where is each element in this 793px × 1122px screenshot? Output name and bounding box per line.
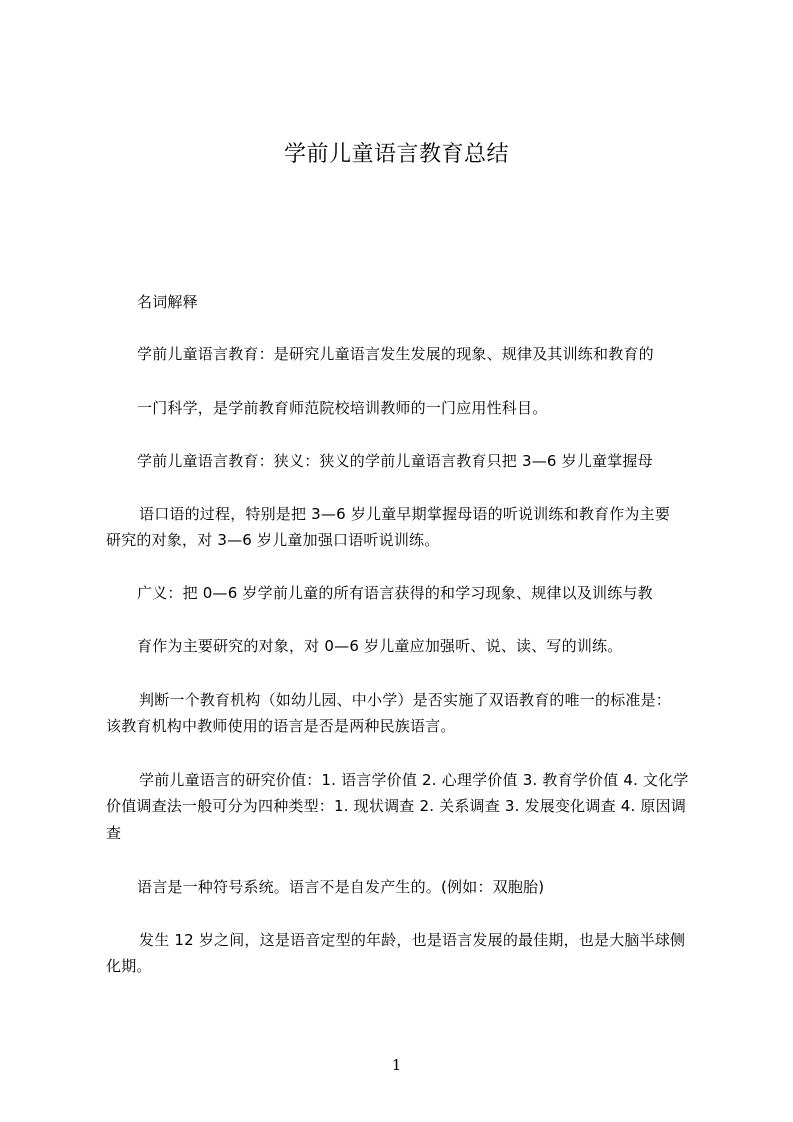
paragraph-line: 一门科学，是学前教育师范院校培训教师的一门应用性科目。 bbox=[137, 399, 548, 417]
paragraph-line: 价值调查法一般可分为四种类型：1. 现状调查 2. 关系调查 3. 发展变化调查 4. 原因调 bbox=[106, 797, 687, 815]
paragraph-line: 学前儿童语言教育：狭义：狭义的学前儿童语言教育只把 3—6 岁儿童掌握母 bbox=[137, 452, 653, 470]
paragraph-line: 研究的对象，对 3—6 岁儿童加强口语听说训练。 bbox=[106, 531, 440, 549]
paragraph-line: 学前儿童语言教育：是研究儿童语言发生发展的现象、规律及其训练和教育的 bbox=[137, 345, 654, 363]
paragraph-line: 该教育机构中教师使用的语言是否是两种民族语言。 bbox=[106, 717, 456, 735]
paragraph-line: 发生 12 岁之间，这是语音定型的年龄，也是语言发展的最佳期，也是大脑半球侧 bbox=[139, 931, 686, 949]
paragraph-line: 查 bbox=[106, 824, 122, 842]
document-title: 学前儿童语言教育总结 bbox=[283, 142, 509, 167]
paragraph-line: 化期。 bbox=[106, 957, 152, 975]
paragraph-line: 语言是一种符号系统。语言不是自发产生的。(例如：双胞胎) bbox=[137, 878, 545, 896]
paragraph-line: 名词解释 bbox=[137, 293, 198, 311]
page-number: 1 bbox=[391, 1056, 402, 1074]
paragraph-line: 判断一个教育机构（如幼儿园、中小学）是否实施了双语教育的唯一的标准是： bbox=[139, 691, 672, 709]
paragraph-line: 育作为主要研究的对象，对 0—6 岁儿童应加强听、说、读、写的训练。 bbox=[137, 637, 623, 655]
paragraph-line: 语口语的过程，特别是把 3—6 岁儿童早期掌握母语的听说训练和教育作为主要 bbox=[139, 505, 671, 523]
paragraph-line: 广义：把 0—6 岁学前儿童的所有语言获得的和学习现象、规律以及训练与教 bbox=[137, 584, 653, 602]
paragraph-line: 学前儿童语言的研究价值：1. 语言学价值 2. 心理学价值 3. 教育学价值 4. 文化学 bbox=[139, 771, 689, 789]
